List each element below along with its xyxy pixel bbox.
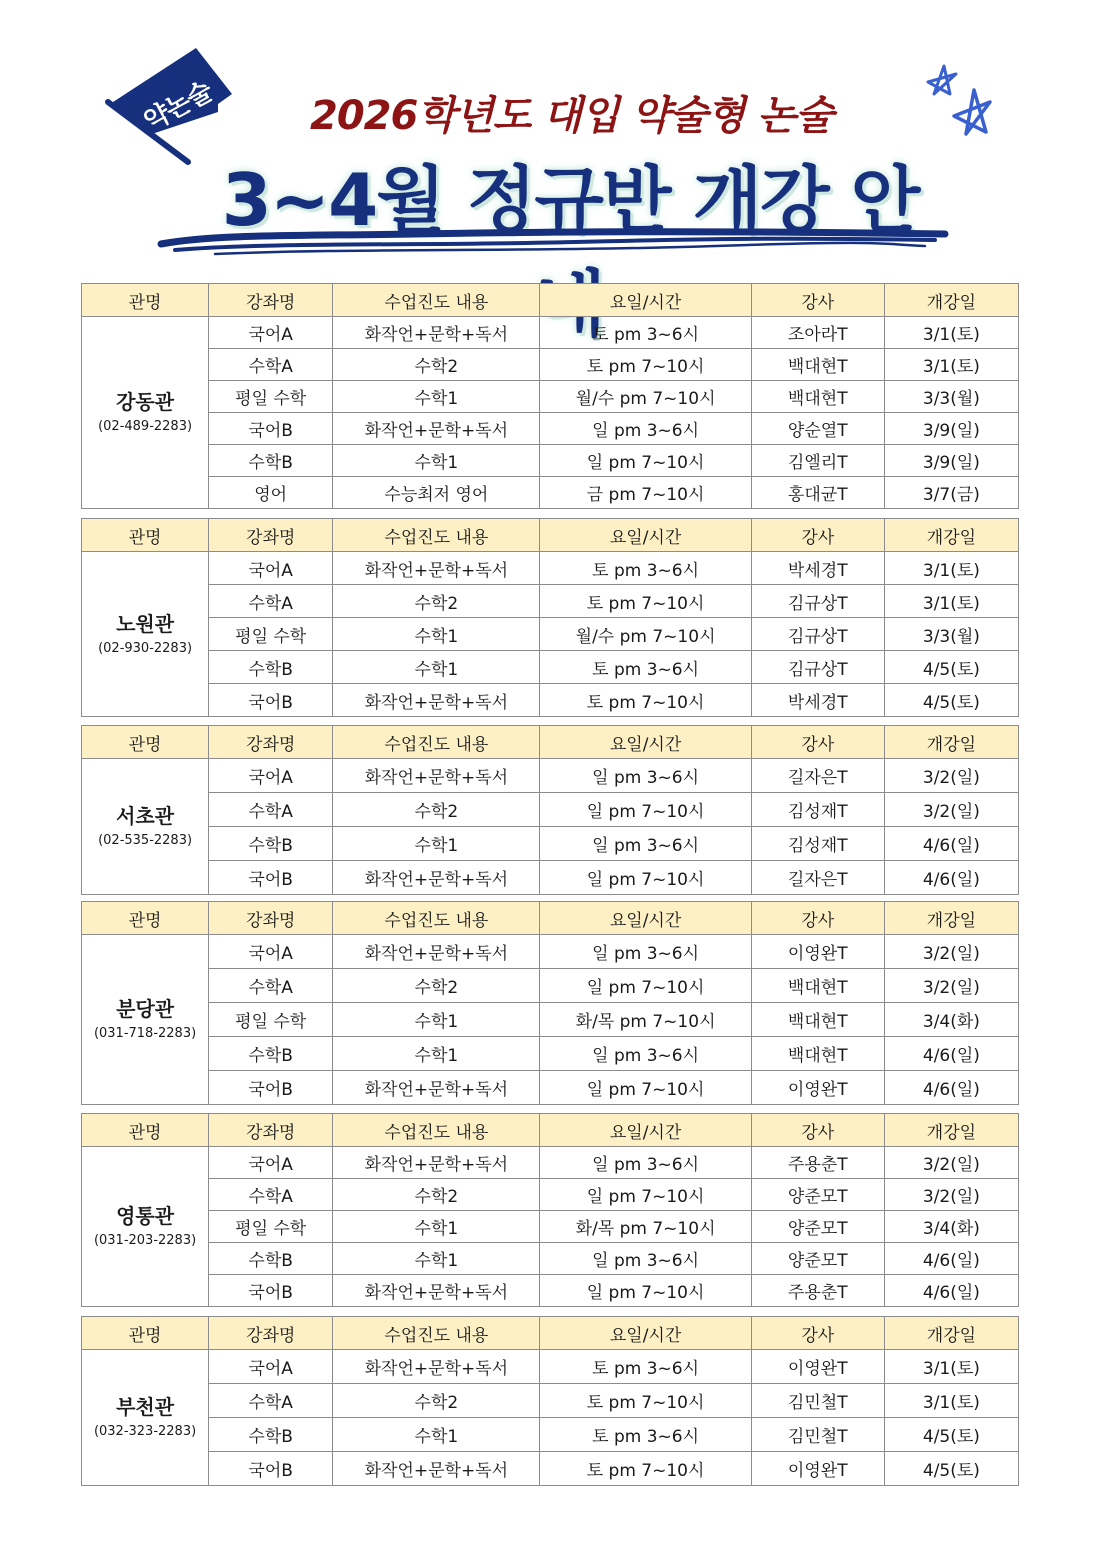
table-cell: 수학2 [333, 349, 540, 381]
branch-table [81, 518, 1019, 717]
table-cell: 토 pm 3~6시 [540, 1350, 751, 1384]
table-cell: 4/5(토) [884, 1452, 1018, 1486]
table-cell: 화작언+문학+독서 [333, 1147, 540, 1179]
table-cell: 화작언+문학+독서 [333, 552, 540, 585]
table-row [82, 477, 1019, 509]
column-header: 개강일 [884, 726, 1018, 759]
table-row [82, 1037, 1019, 1071]
page-header [0, 0, 1100, 270]
column-header: 관명 [82, 1317, 209, 1350]
table-cell: 김규상T [751, 651, 884, 684]
table-cell: 수학B [209, 1037, 333, 1071]
table-cell: 3/2(일) [884, 1179, 1018, 1211]
table-cell: 토 pm 7~10시 [540, 684, 751, 717]
column-header: 개강일 [884, 1317, 1018, 1350]
table-cell: 수학A [209, 793, 333, 827]
table-cell: 이영완T [751, 1071, 884, 1105]
table-cell: 4/6(일) [884, 827, 1018, 861]
branch-table [81, 901, 1019, 1105]
table-row [82, 1350, 1019, 1384]
table-cell: 화작언+문학+독서 [333, 759, 540, 793]
table-cell: 3/1(토) [884, 552, 1018, 585]
branch-phone: (032-323-2283) [93, 1424, 197, 1440]
column-header: 강사 [751, 284, 884, 317]
column-header: 강좌명 [209, 902, 333, 935]
table-cell: 홍대균T [751, 477, 884, 509]
column-header: 수업진도 내용 [333, 1317, 540, 1350]
table-cell: 국어A [209, 759, 333, 793]
table-cell: 백대현T [751, 1003, 884, 1037]
column-header: 관명 [82, 1114, 209, 1147]
table-cell: 3/2(일) [884, 793, 1018, 827]
column-header: 개강일 [884, 902, 1018, 935]
table-cell: 화작언+문학+독서 [333, 684, 540, 717]
table-cell: 영어 [209, 477, 333, 509]
stars-icon [916, 60, 1006, 150]
table-cell: 화작언+문학+독서 [333, 1452, 540, 1486]
table-row [82, 1071, 1019, 1105]
column-header: 강좌명 [209, 1114, 333, 1147]
table-cell: 일 pm 7~10시 [540, 1275, 751, 1307]
table-row [82, 969, 1019, 1003]
table-row [82, 349, 1019, 381]
page-title: 3~4월 정규반 개강 안 [221, 158, 919, 242]
table-cell: 박세경T [751, 552, 884, 585]
branch-phone: (02-489-2283) [98, 419, 193, 435]
table-row [82, 861, 1019, 895]
table-cell: 국어B [209, 861, 333, 895]
table-cell: 수학B [209, 1418, 333, 1452]
table-row [82, 793, 1019, 827]
table-cell: 수능최저 영어 [333, 477, 540, 509]
column-header: 수업진도 내용 [333, 726, 540, 759]
branch-phone: (02-535-2283) [98, 833, 193, 849]
branch-phone: (02-930-2283) [98, 640, 193, 656]
table-row [82, 1179, 1019, 1211]
table-row [82, 317, 1019, 349]
subtitle: 2026학년도 대입 약술형 논술 [310, 93, 833, 139]
table-cell: 3/9(일) [884, 413, 1018, 445]
branch-table [81, 1316, 1019, 1486]
table-cell: 길자은T [751, 759, 884, 793]
table-cell: 4/6(일) [884, 1071, 1018, 1105]
table-cell: 4/6(일) [884, 1275, 1018, 1307]
table-cell: 4/6(일) [884, 1243, 1018, 1275]
table-cell: 월/수 pm 7~10시 [540, 381, 751, 413]
table-cell: 3/3(월) [884, 618, 1018, 651]
table-cell: 토 pm 7~10시 [540, 349, 751, 381]
table-header-row [82, 1114, 1019, 1147]
table-cell: 길자은T [751, 861, 884, 895]
table-cell: 국어A [209, 1147, 333, 1179]
table-cell: 수학2 [333, 969, 540, 1003]
table-cell: 화/목 pm 7~10시 [540, 1003, 751, 1037]
table-cell: 국어B [209, 684, 333, 717]
table-cell: 화작언+문학+독서 [333, 317, 540, 349]
table-cell: 박세경T [751, 684, 884, 717]
table-row [82, 585, 1019, 618]
table-cell: 일 pm 3~6시 [540, 413, 751, 445]
table-cell: 수학1 [333, 1243, 540, 1275]
table-cell: 양준모T [751, 1243, 884, 1275]
table-row [82, 618, 1019, 651]
column-header: 강사 [751, 519, 884, 552]
table-cell: 토 pm 3~6시 [540, 651, 751, 684]
table-cell: 김민철T [751, 1384, 884, 1418]
table-cell: 3/1(토) [884, 1350, 1018, 1384]
branch-cell [82, 1350, 209, 1486]
table-cell: 4/5(토) [884, 684, 1018, 717]
table-row [82, 413, 1019, 445]
column-header: 관명 [82, 519, 209, 552]
table-cell: 화/목 pm 7~10시 [540, 1211, 751, 1243]
table-cell: 수학1 [333, 1037, 540, 1071]
branch-cell [82, 317, 209, 509]
table-cell: 3/4(화) [884, 1003, 1018, 1037]
table-row [82, 552, 1019, 585]
table-cell: 이영완T [751, 1452, 884, 1486]
table-cell: 수학A [209, 1179, 333, 1211]
table-cell: 화작언+문학+독서 [333, 1275, 540, 1307]
table-cell: 수학1 [333, 1003, 540, 1037]
table-cell: 화작언+문학+독서 [333, 935, 540, 969]
table-cell: 양순열T [751, 413, 884, 445]
table-cell: 4/6(일) [884, 1037, 1018, 1071]
table-cell: 금 pm 7~10시 [540, 477, 751, 509]
table-cell: 3/1(토) [884, 349, 1018, 381]
table-cell: 3/1(토) [884, 317, 1018, 349]
column-header: 개강일 [884, 284, 1018, 317]
table-header-row [82, 519, 1019, 552]
table-cell: 수학A [209, 1384, 333, 1418]
table-cell: 일 pm 3~6시 [540, 827, 751, 861]
table-cell: 3/7(금) [884, 477, 1018, 509]
column-header: 개강일 [884, 519, 1018, 552]
table-row [82, 1003, 1019, 1037]
table-cell: 3/2(일) [884, 759, 1018, 793]
table-cell: 일 pm 7~10시 [540, 793, 751, 827]
table-cell: 수학1 [333, 618, 540, 651]
table-cell: 국어B [209, 1452, 333, 1486]
table-row [82, 445, 1019, 477]
table-cell: 국어B [209, 413, 333, 445]
column-header: 강사 [751, 1114, 884, 1147]
branch-table [81, 1113, 1019, 1307]
branch-name: 영통관 [116, 1204, 175, 1229]
branch-name: 부천관 [116, 1395, 175, 1420]
column-header: 요일/시간 [540, 284, 751, 317]
table-cell: 수학1 [333, 1418, 540, 1452]
table-row [82, 381, 1019, 413]
column-header: 개강일 [884, 1114, 1018, 1147]
table-cell: 김성재T [751, 793, 884, 827]
table-cell: 3/9(일) [884, 445, 1018, 477]
column-header: 관명 [82, 284, 209, 317]
table-cell: 토 pm 3~6시 [540, 317, 751, 349]
table-cell: 일 pm 3~6시 [540, 1243, 751, 1275]
table-cell: 김성재T [751, 827, 884, 861]
table-cell: 3/2(일) [884, 1147, 1018, 1179]
table-cell: 김규상T [751, 618, 884, 651]
table-cell: 화작언+문학+독서 [333, 1350, 540, 1384]
table-cell: 수학B [209, 827, 333, 861]
table-cell: 평일 수학 [209, 381, 333, 413]
column-header: 강좌명 [209, 519, 333, 552]
table-cell: 국어A [209, 317, 333, 349]
table-cell: 수학2 [333, 1179, 540, 1211]
column-header: 요일/시간 [540, 519, 751, 552]
table-header-row [82, 1317, 1019, 1350]
table-cell: 양준모T [751, 1179, 884, 1211]
table-row [82, 684, 1019, 717]
table-cell: 3/2(일) [884, 935, 1018, 969]
branch-table [81, 725, 1019, 895]
table-cell: 3/1(토) [884, 585, 1018, 618]
branch-phone: (031-718-2283) [93, 1026, 197, 1042]
table-cell: 조아라T [751, 317, 884, 349]
table-cell: 화작언+문학+독서 [333, 413, 540, 445]
table-cell: 국어B [209, 1275, 333, 1307]
table-cell: 김엘리T [751, 445, 884, 477]
table-row [82, 1147, 1019, 1179]
column-header: 강사 [751, 726, 884, 759]
table-cell: 수학2 [333, 1384, 540, 1418]
column-header: 수업진도 내용 [333, 519, 540, 552]
table-cell: 토 pm 7~10시 [540, 1452, 751, 1486]
table-cell: 4/6(일) [884, 861, 1018, 895]
table-cell: 백대현T [751, 381, 884, 413]
branch-name: 강동관 [116, 390, 175, 415]
table-cell: 월/수 pm 7~10시 [540, 618, 751, 651]
branch-table [81, 283, 1019, 509]
column-header: 수업진도 내용 [333, 1114, 540, 1147]
table-cell: 일 pm 7~10시 [540, 445, 751, 477]
table-cell: 일 pm 3~6시 [540, 759, 751, 793]
table-cell: 수학2 [333, 585, 540, 618]
table-cell: 수학1 [333, 1211, 540, 1243]
table-cell: 3/4(화) [884, 1211, 1018, 1243]
table-cell: 수학1 [333, 651, 540, 684]
branch-name: 분당관 [116, 997, 175, 1022]
table-cell: 일 pm 7~10시 [540, 1179, 751, 1211]
table-cell: 수학B [209, 445, 333, 477]
table-cell: 이영완T [751, 935, 884, 969]
table-cell: 3/3(월) [884, 381, 1018, 413]
table-row [82, 1275, 1019, 1307]
table-cell: 이영완T [751, 1350, 884, 1384]
table-cell: 토 pm 3~6시 [540, 1418, 751, 1452]
table-cell: 김민철T [751, 1418, 884, 1452]
table-cell: 백대현T [751, 969, 884, 1003]
column-header: 수업진도 내용 [333, 902, 540, 935]
table-row [82, 1452, 1019, 1486]
table-cell: 수학1 [333, 445, 540, 477]
table-cell: 화작언+문학+독서 [333, 1071, 540, 1105]
table-header-row [82, 284, 1019, 317]
flag-label: 약논술 [139, 76, 218, 137]
column-header: 수업진도 내용 [333, 284, 540, 317]
table-row [82, 827, 1019, 861]
column-header: 요일/시간 [540, 1317, 751, 1350]
table-row [82, 935, 1019, 969]
table-cell: 평일 수학 [209, 1003, 333, 1037]
column-header: 강좌명 [209, 726, 333, 759]
table-cell: 수학B [209, 651, 333, 684]
column-header: 강사 [751, 902, 884, 935]
column-header: 강사 [751, 1317, 884, 1350]
table-header-row [82, 726, 1019, 759]
branch-cell [82, 759, 209, 895]
table-row [82, 1211, 1019, 1243]
table-cell: 수학B [209, 1243, 333, 1275]
table-cell: 국어B [209, 1071, 333, 1105]
table-row [82, 759, 1019, 793]
table-cell: 백대현T [751, 349, 884, 381]
table-cell: 일 pm 7~10시 [540, 1071, 751, 1105]
column-header: 관명 [82, 726, 209, 759]
table-cell: 4/5(토) [884, 651, 1018, 684]
table-row [82, 651, 1019, 684]
table-cell: 주용춘T [751, 1275, 884, 1307]
column-header: 강좌명 [209, 284, 333, 317]
table-cell: 토 pm 3~6시 [540, 552, 751, 585]
table-cell: 화작언+문학+독서 [333, 861, 540, 895]
brush-underline-icon [155, 222, 955, 258]
table-cell: 4/5(토) [884, 1418, 1018, 1452]
table-cell: 국어A [209, 552, 333, 585]
table-cell: 수학1 [333, 381, 540, 413]
branch-phone: (031-203-2283) [93, 1233, 197, 1249]
table-cell: 수학1 [333, 827, 540, 861]
branch-name: 서초관 [116, 804, 175, 829]
column-header: 요일/시간 [540, 902, 751, 935]
table-cell: 김규상T [751, 585, 884, 618]
table-cell: 수학2 [333, 793, 540, 827]
table-cell: 수학A [209, 585, 333, 618]
table-row [82, 1418, 1019, 1452]
table-cell: 평일 수학 [209, 1211, 333, 1243]
table-cell: 3/2(일) [884, 969, 1018, 1003]
table-header-row [82, 902, 1019, 935]
table-cell: 백대현T [751, 1037, 884, 1071]
table-cell: 토 pm 7~10시 [540, 1384, 751, 1418]
table-cell: 일 pm 3~6시 [540, 1037, 751, 1071]
table-row [82, 1384, 1019, 1418]
table-row [82, 1243, 1019, 1275]
table-cell: 수학A [209, 349, 333, 381]
table-cell: 일 pm 3~6시 [540, 935, 751, 969]
branch-name: 노원관 [116, 611, 175, 636]
column-header: 요일/시간 [540, 1114, 751, 1147]
table-cell: 일 pm 7~10시 [540, 969, 751, 1003]
column-header: 강좌명 [209, 1317, 333, 1350]
table-cell: 국어A [209, 1350, 333, 1384]
table-cell: 평일 수학 [209, 618, 333, 651]
branch-cell [82, 935, 209, 1105]
table-cell: 주용춘T [751, 1147, 884, 1179]
table-cell: 국어A [209, 935, 333, 969]
table-cell: 토 pm 7~10시 [540, 585, 751, 618]
branch-cell [82, 1147, 209, 1307]
table-cell: 수학A [209, 969, 333, 1003]
table-cell: 일 pm 7~10시 [540, 861, 751, 895]
table-cell: 일 pm 3~6시 [540, 1147, 751, 1179]
branch-cell [82, 552, 209, 717]
column-header: 관명 [82, 902, 209, 935]
column-header: 요일/시간 [540, 726, 751, 759]
table-cell: 양준모T [751, 1211, 884, 1243]
table-cell: 3/1(토) [884, 1384, 1018, 1418]
